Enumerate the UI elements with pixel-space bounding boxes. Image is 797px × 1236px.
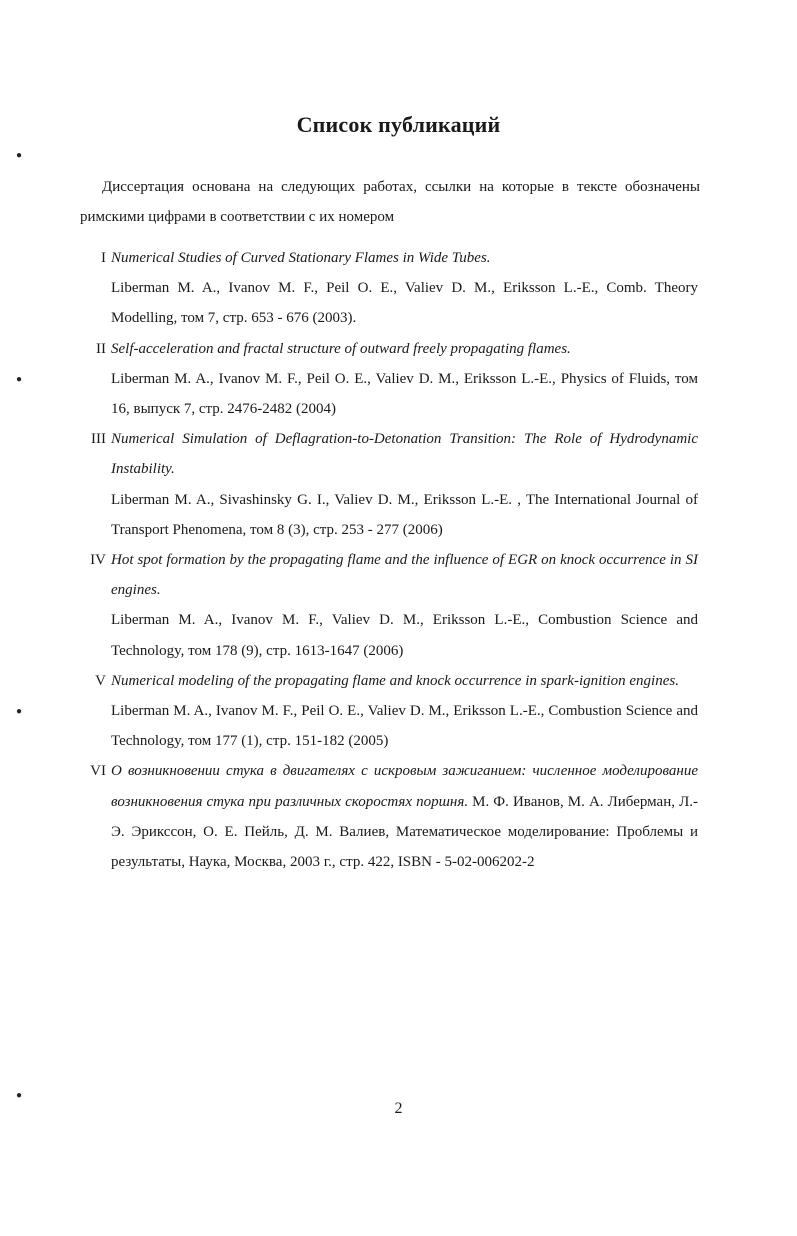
publication-body bbox=[111, 243, 698, 334]
publication-body bbox=[111, 545, 698, 666]
publication-authors: Liberman M. A., Sivashinsky G. I., Valiev D. M., Eriksson L.-E. , The International Journal of Transport Phenomena, том 8 (3), стр. 253 - 277 (2006) bbox=[111, 491, 698, 538]
publication-title: Numerical modeling of the propagating flame and knock occurrence in spark-ignition engines. bbox=[111, 672, 679, 689]
publication-item bbox=[78, 243, 698, 334]
publication-item bbox=[78, 334, 698, 425]
publication-number: I bbox=[101, 250, 106, 266]
publication-number: VI bbox=[90, 763, 106, 780]
page-number: 2 bbox=[394, 1100, 403, 1117]
scan-mark: ● bbox=[16, 374, 23, 385]
scan-mark: ● bbox=[16, 1090, 23, 1101]
publication-item bbox=[78, 424, 698, 545]
publication-item bbox=[78, 545, 698, 666]
publication-body bbox=[111, 756, 698, 877]
publication-item bbox=[78, 666, 698, 757]
publication-item bbox=[78, 756, 698, 877]
publication-title: Hot spot formation by the propagating flame and the influence of EGR on knock occurrence in SI engines. bbox=[111, 552, 698, 599]
publication-body bbox=[111, 666, 698, 757]
scan-mark: ● bbox=[16, 150, 23, 161]
publication-number: II bbox=[96, 340, 106, 357]
publication-authors: Liberman M. A., Ivanov M. F., Peil O. E., Valiev D. M., Eriksson L.-E., Combustion Science and Technology, том 177 (1), стр. 151-182 (2005) bbox=[111, 703, 698, 750]
publication-authors: М. Ф. Иванов, М. А. Либерман, Л.-Э. Эрикссон, О. Е. Пейль, Д. М. Валиев, Математическое моделирование: Проблемы и результаты, Наука, Москва, 2003 г., стр. 422, ISBN - 5-02-006202-2 bbox=[111, 793, 698, 871]
publication-list bbox=[78, 243, 698, 877]
scan-mark: ● bbox=[16, 706, 23, 717]
publication-authors: Liberman M. A., Ivanov M. F., Peil O. E., Valiev D. M., Eriksson L.-E., Physics of Fluids, том 16, выпуск 7, стр. 2476-2482 (2004) bbox=[111, 370, 698, 418]
publication-body bbox=[111, 334, 698, 425]
intro-paragraph bbox=[80, 172, 700, 232]
publication-body bbox=[111, 424, 698, 545]
publication-title: Numerical Studies of Curved Stationary Flames in Wide Tubes. bbox=[111, 250, 491, 266]
publication-number: III bbox=[91, 431, 106, 448]
publication-title: О возникновении стука в двигателях с искровым зажиганием: численное моделирование возникновения стука при различных скоростях поршня. bbox=[111, 763, 698, 810]
intro-text: Диссертация основана на следующих работах, ссылки на которые в тексте обозначены римскими цифрами в соответствии с их номером bbox=[80, 179, 700, 225]
publication-title: Self-acceleration and fractal structure of outward freely propagating flames. bbox=[111, 340, 571, 357]
publication-number: V bbox=[95, 672, 106, 689]
publication-number: IV bbox=[90, 552, 106, 569]
publication-authors: Liberman M. A., Ivanov M. F., Peil O. E., Valiev D. M., Eriksson L.-E., Comb. Theory Modelling, том 7, стр. 653 - 676 (2003). bbox=[111, 280, 698, 327]
publication-title: Numerical Simulation of Deflagration-to-Detonation Transition: The Role of Hydrodynamic Instability. bbox=[111, 431, 698, 478]
page-title: Список публикаций bbox=[296, 112, 501, 137]
publication-authors: Liberman M. A., Ivanov M. F., Valiev D. M., Eriksson L.-E., Combustion Science and Technology, том 178 (9), стр. 1613-1647 (2006) bbox=[111, 612, 698, 659]
